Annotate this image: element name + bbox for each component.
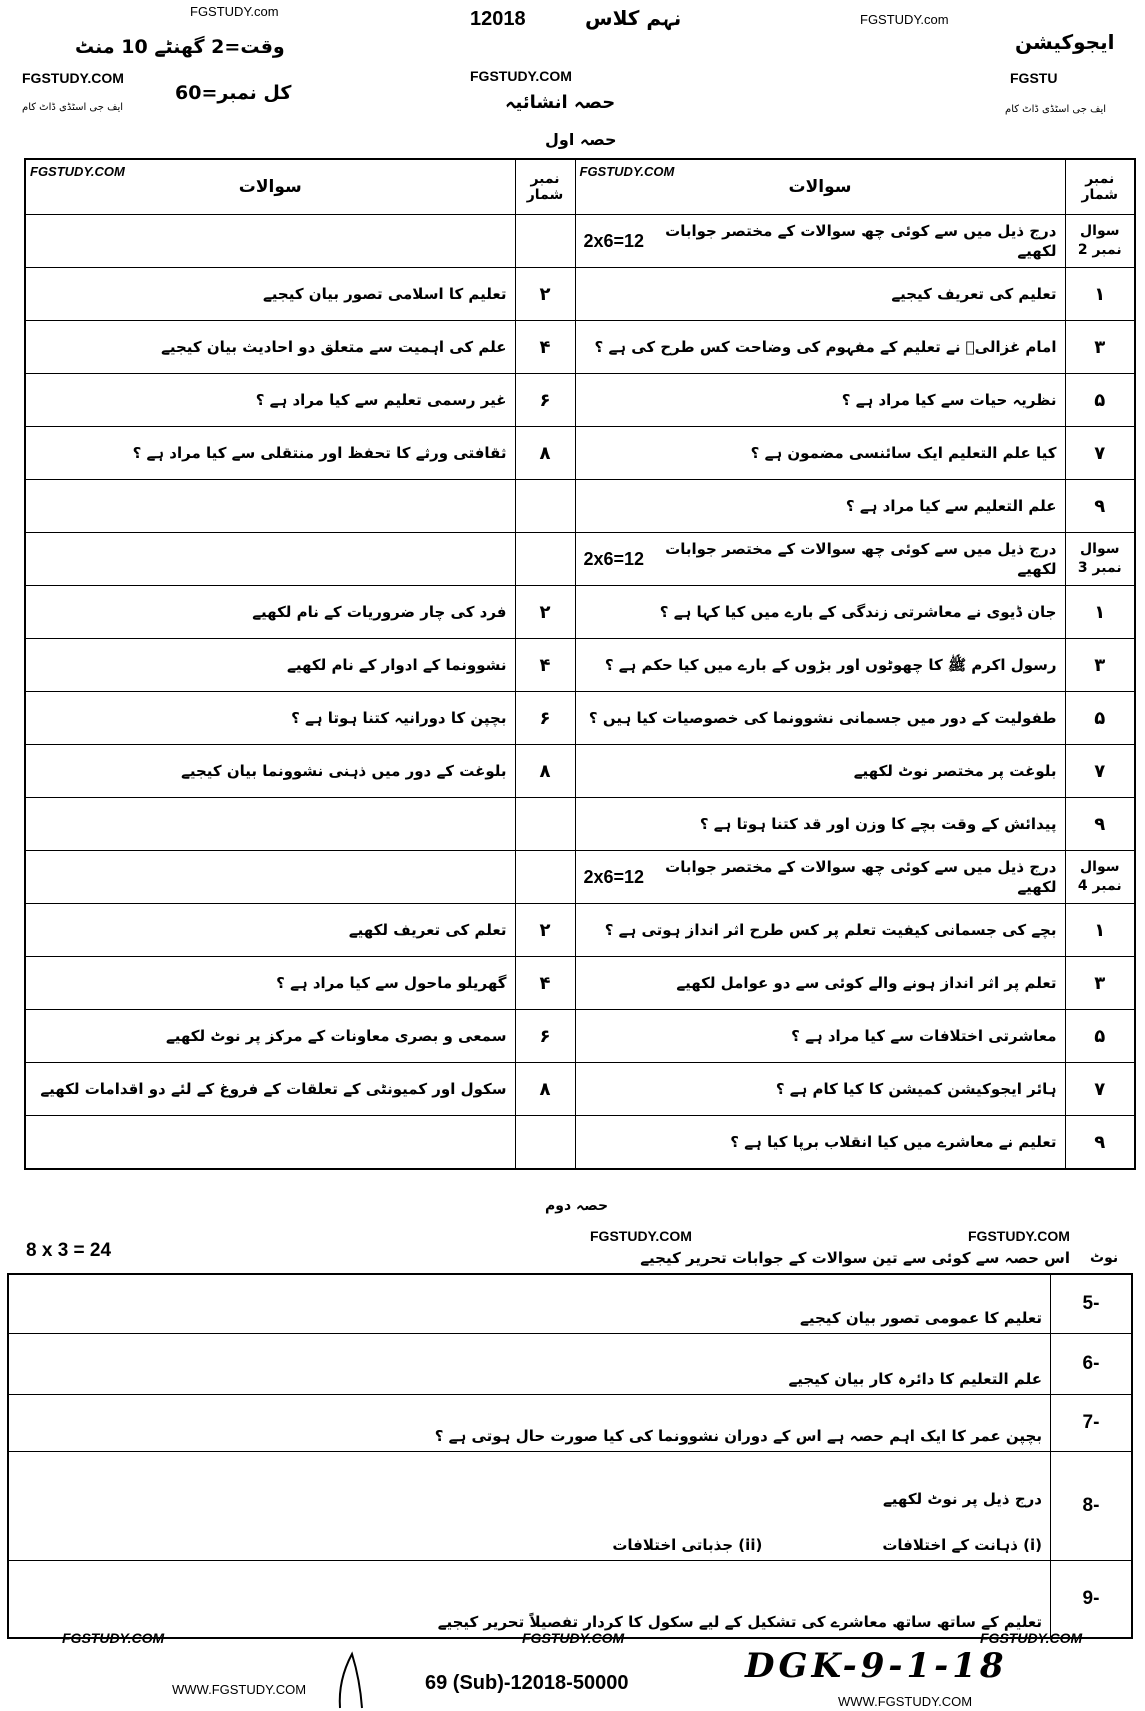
question-number-left: ۶ <box>515 692 575 745</box>
instruction-text: درج ذیل میں سے کوئی چھ سوالات کے مختصر جوابات لکھیے <box>665 539 1057 578</box>
watermark: FGSTUDY.COM <box>522 1630 625 1646</box>
question-text-left: بچپن کا دورانیہ کتنا ہوتا ہے ؟ <box>25 692 515 745</box>
header-label: سوالات <box>238 177 302 197</box>
question-number-left <box>515 798 575 851</box>
empty-cell <box>25 533 515 586</box>
question-text-left: نشوونما کے ادوار کے نام لکھیے <box>25 639 515 692</box>
question-number-left: ۲ <box>515 268 575 321</box>
question-text-right: رسول اکرم ﷺ کا چھوٹوں اور بڑوں کے بارے میں کیا حکم ہے ؟ <box>575 639 1065 692</box>
section-title: حصہ انشائیہ <box>505 92 616 113</box>
urdu-watermark: ایف جی اسٹڈی ڈاٹ کام <box>1005 104 1107 115</box>
instruction-text: درج ذیل میں سے کوئی چھ سوالات کے مختصر جوابات لکھیے <box>665 221 1057 260</box>
sub-parts <box>17 1536 1042 1554</box>
question-text-left: سکول اور کمیونٹی کے تعلقات کے فروغ کے لئے دو اقدامات لکھیے <box>25 1063 515 1116</box>
long-question-number: 6- <box>1051 1334 1133 1395</box>
url-watermark: WWW.FGSTUDY.COM <box>838 1694 973 1709</box>
question-text-right: پیدائش کے وقت بچے کا وزن اور قد کتنا ہوتا ہے ؟ <box>575 798 1065 851</box>
table-header-row <box>25 159 1135 215</box>
question-text-right: تعلم پر اثر انداز ہونے والے کوئی سے دو عوامل لکھیے <box>575 957 1065 1010</box>
empty-cell <box>515 215 575 268</box>
table-row <box>25 586 1135 639</box>
long-question-text: تعلیم کا عمومی تصور بیان کیجیے <box>800 1309 1042 1327</box>
instruction-wrap <box>584 857 1057 898</box>
exam-time: وقت=2 گھنٹے 10 منٹ <box>75 36 285 58</box>
long-question-row <box>8 1334 1132 1395</box>
part1-title: حصہ اول <box>545 130 617 149</box>
question-text-left: گھریلو ماحول سے کیا مراد ہے ؟ <box>25 957 515 1010</box>
table-row <box>25 639 1135 692</box>
question-text-left <box>25 1116 515 1170</box>
table-row <box>25 480 1135 533</box>
question-text-right: جان ڈیوی نے معاشرتی زندگی کے بارے میں کیا کہا ہے ؟ <box>575 586 1065 639</box>
question-number-left: ۶ <box>515 1010 575 1063</box>
watermark: FGSTUDY.com <box>190 4 279 19</box>
question-number-right: ۱ <box>1065 268 1135 321</box>
long-question-row <box>8 1561 1132 1639</box>
total-marks: کل نمبر=60 <box>175 82 292 104</box>
empty-cell <box>25 851 515 904</box>
part2-title: حصہ دوم <box>545 1198 609 1214</box>
question-number-right: ۱ <box>1065 904 1135 957</box>
long-question-number: 8- <box>1051 1452 1133 1561</box>
question-group-heading-row <box>25 533 1135 586</box>
table-row <box>25 427 1135 480</box>
question-number-left: ۲ <box>515 904 575 957</box>
watermark: FGSTUDY.COM <box>980 1630 1083 1646</box>
question-text-left: ثقافتی ورثے کا تحفظ اور منتقلی سے کیا مراد ہے ؟ <box>25 427 515 480</box>
header-questions-left <box>25 159 515 215</box>
question-text-right: بچے کی جسمانی کیفیت تعلم پر کس طرح اثر انداز ہوتی ہے ؟ <box>575 904 1065 957</box>
table-row <box>25 321 1135 374</box>
question-text-left: علم کی اہمیت سے متعلق دو احادیث بیان کیجیے <box>25 321 515 374</box>
instruction-text: درج ذیل میں سے کوئی چھ سوالات کے مختصر جوابات لکھیے <box>665 857 1057 896</box>
group-label: سوال نمبر 3 <box>1065 533 1135 586</box>
long-question-cell <box>8 1452 1051 1561</box>
question-group-heading-row <box>25 215 1135 268</box>
question-text-right: معاشرتی اختلافات سے کیا مراد ہے ؟ <box>575 1010 1065 1063</box>
question-number-right: ۹ <box>1065 1116 1135 1170</box>
long-question-cell <box>8 1274 1051 1334</box>
sub-part: (i) ذہانت کے اختلافات <box>882 1536 1042 1554</box>
long-question-text: بچپن عمر کا ایک اہم حصہ ہے اس کے دوران نشوونما کی کیا صورت حال ہوتی ہے ؟ <box>434 1427 1042 1445</box>
empty-cell <box>515 533 575 586</box>
long-question-number: 9- <box>1051 1561 1133 1639</box>
question-number-left: ۸ <box>515 1063 575 1116</box>
table-row <box>25 745 1135 798</box>
question-number-right: ۳ <box>1065 957 1135 1010</box>
long-question-row <box>8 1452 1132 1561</box>
question-text-left: فرد کی چار ضروریات کے نام لکھیے <box>25 586 515 639</box>
question-number-left: ۸ <box>515 745 575 798</box>
table-row <box>25 957 1135 1010</box>
watermark: FGSTUDY.COM <box>590 1228 692 1244</box>
long-question-text: درج ذیل پر نوٹ لکھیے <box>883 1490 1042 1508</box>
watermark: FGSTUDY.COM <box>62 1630 165 1646</box>
handwritten-mark-icon <box>330 1650 370 1710</box>
group-marks: 2x6=12 <box>583 548 645 569</box>
header-label: سوالات <box>788 177 852 197</box>
question-number-left: ۴ <box>515 639 575 692</box>
watermark: FGSTU <box>1010 70 1058 86</box>
group-instruction <box>575 851 1065 904</box>
group-label: سوال نمبر 4 <box>1065 851 1135 904</box>
question-text-left: بلوغت کے دور میں ذہنی نشوونما بیان کیجیے <box>25 745 515 798</box>
print-code: 69 (Sub)-12018-50000 <box>425 1672 629 1694</box>
sub-part: (ii) جذباتی اختلافات <box>612 1536 763 1554</box>
question-number-right: ۷ <box>1065 745 1135 798</box>
question-text-left <box>25 480 515 533</box>
table-row <box>25 1063 1135 1116</box>
question-number-left: ۲ <box>515 586 575 639</box>
question-text-right: تعلیم نے معاشرے میں کیا انقلاب برپا کیا ہے ؟ <box>575 1116 1065 1170</box>
group-instruction <box>575 215 1065 268</box>
url-watermark: WWW.FGSTUDY.COM <box>172 1682 307 1697</box>
header-number-right: نمبر شمار <box>1065 159 1135 215</box>
question-number-right: ۹ <box>1065 480 1135 533</box>
question-text-right: بلوغت پر مختصر نوٹ لکھیے <box>575 745 1065 798</box>
table-row <box>25 1116 1135 1170</box>
question-text-right: کیا علم التعلیم ایک سائنسی مضمون ہے ؟ <box>575 427 1065 480</box>
question-text-left: تعلیم کا اسلامی تصور بیان کیجیے <box>25 268 515 321</box>
question-number-right: ۳ <box>1065 639 1135 692</box>
long-question-number: 7- <box>1051 1395 1133 1452</box>
watermark: FGSTUDY.COM <box>470 68 572 84</box>
long-question-row <box>8 1274 1132 1334</box>
question-text-right: طفولیت کے دور میں جسمانی نشوونما کی خصوصیات کیا ہیں ؟ <box>575 692 1065 745</box>
class-label: نہم کلاس <box>585 6 682 30</box>
group-instruction <box>575 533 1065 586</box>
question-text-right: امام غزالیؒ نے تعلیم کے مفہوم کی وضاحت کس طرح کی ہے ؟ <box>575 321 1065 374</box>
long-question-text: علم التعلیم کا دائرہ کار بیان کیجیے <box>788 1370 1042 1388</box>
header-questions-right <box>575 159 1065 215</box>
question-number-right: ۵ <box>1065 692 1135 745</box>
empty-cell <box>25 215 515 268</box>
question-number-right: ۵ <box>1065 374 1135 427</box>
table-row <box>25 798 1135 851</box>
long-question-cell <box>8 1395 1051 1452</box>
part1-table <box>24 158 1136 1170</box>
question-number-right: ۳ <box>1065 321 1135 374</box>
instruction-wrap <box>584 539 1057 580</box>
question-number-left <box>515 1116 575 1170</box>
question-number-right: ۵ <box>1065 1010 1135 1063</box>
question-group-heading-row <box>25 851 1135 904</box>
watermark: FGSTUDY.COM <box>579 164 675 179</box>
question-number-right: ۱ <box>1065 586 1135 639</box>
table-row <box>25 374 1135 427</box>
watermark: FGSTUDY.COM <box>22 70 124 86</box>
table-row <box>25 904 1135 957</box>
question-text-left <box>25 798 515 851</box>
long-question-text: تعلیم کے ساتھ ساتھ معاشرے کی تشکیل کے لیے سکول کا کردار تفصیلاً تحریر کیجیے <box>437 1613 1042 1631</box>
question-text-left: سمعی و بصری معاونات کے مرکز پر نوٹ لکھیے <box>25 1010 515 1063</box>
paper-code: 12018 <box>470 8 526 30</box>
note-label: نوٹ <box>1090 1250 1119 1266</box>
watermark: FGSTUDY.COM <box>30 164 125 179</box>
question-number-left: ۸ <box>515 427 575 480</box>
question-text-right: علم التعلیم سے کیا مراد ہے ؟ <box>575 480 1065 533</box>
question-text-left: تعلم کی تعریف لکھیے <box>25 904 515 957</box>
question-number-left: ۶ <box>515 374 575 427</box>
table-row <box>25 1010 1135 1063</box>
part2-table <box>7 1273 1133 1639</box>
table-row <box>25 268 1135 321</box>
long-question-number: 5- <box>1051 1274 1133 1334</box>
subject-title: ایجوکیشن <box>1015 30 1115 54</box>
question-number-left: ۴ <box>515 321 575 374</box>
question-text-left: غیر رسمی تعلیم سے کیا مراد ہے ؟ <box>25 374 515 427</box>
long-question-row <box>8 1395 1132 1452</box>
header-number-left: نمبر شمار <box>515 159 575 215</box>
table-row <box>25 692 1135 745</box>
empty-cell <box>515 851 575 904</box>
question-text-right: تعلیم کی تعریف کیجیے <box>575 268 1065 321</box>
question-text-right: ہائر ایجوکیشن کمیشن کا کیا کام ہے ؟ <box>575 1063 1065 1116</box>
watermark: FGSTUDY.COM <box>968 1228 1070 1244</box>
instruction-wrap <box>584 221 1057 262</box>
group-marks: 2x6=12 <box>583 866 645 887</box>
question-number-left: ۴ <box>515 957 575 1010</box>
handwritten-code: DGK-9-1-18 <box>745 1646 1008 1686</box>
urdu-watermark: ایف جی اسٹڈی ڈاٹ کام <box>22 102 124 113</box>
question-number-right: ۹ <box>1065 798 1135 851</box>
group-marks: 2x6=12 <box>583 230 645 251</box>
group-label: سوال نمبر 2 <box>1065 215 1135 268</box>
part2-marks: 8 x 3 = 24 <box>26 1240 112 1261</box>
question-text-right: نظریہ حیات سے کیا مراد ہے ؟ <box>575 374 1065 427</box>
long-question-cell <box>8 1561 1051 1639</box>
watermark: FGSTUDY.com <box>860 12 949 27</box>
question-number-left <box>515 480 575 533</box>
question-number-right: ۷ <box>1065 1063 1135 1116</box>
part2-note: اس حصہ سے کوئی سے تین سوالات کے جوابات تحریر کیجیے <box>640 1249 1070 1267</box>
question-number-right: ۷ <box>1065 427 1135 480</box>
long-question-cell <box>8 1334 1051 1395</box>
